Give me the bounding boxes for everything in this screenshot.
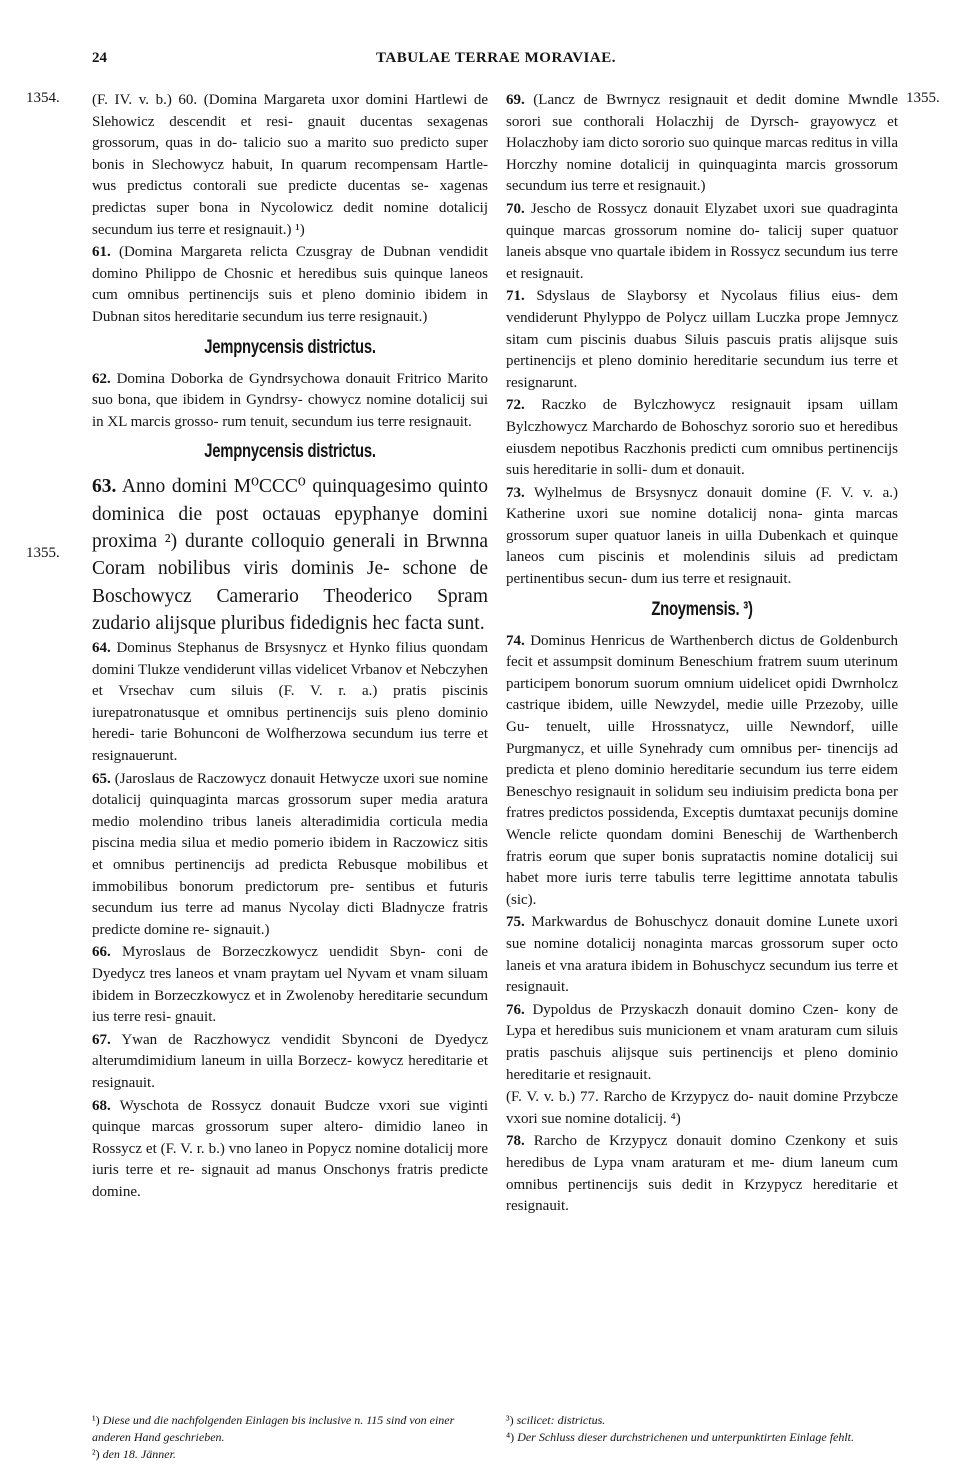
entry-text: (Domina Margareta relicta Czusgray de Dubnan vendidit domino Philippo de Chosnic et heredibus suis quinque laneos cum omnibus pertinencijs suis et pleno dominio ibidem in Dubnan sitos hereditarie secundum ius terre resignauit.) [92,244,488,325]
footnote-text: scilicet: districtus. [516,1413,606,1427]
footnote-text: Diese und die nachfolgenden Einlagen bis inclusive n. 115 sind von einer anderen Hand geschrieben. [92,1413,455,1444]
entry-paragraph [506,286,898,394]
footnote [506,1412,898,1429]
entry-number: 63. [92,476,117,498]
footnotes-left [92,1412,492,1463]
entry-text: (Lancz de Bwrnycz resignauit et dedit domine Mwndle sorori sue conthorali Holaczhij de Dyrsch- grayowycz et Holaczhoby iam dicto sororio suo quinque marcas reditus in villa Horczhy nomine dotalicij in quinquaginta marcis grossorum secundum ius terre et resignauit.) [506,92,898,195]
entry-number: 75. [506,914,525,931]
entry-paragraph [506,1000,898,1086]
entry-number: 62. [92,370,111,387]
entry-number: 74. [506,632,525,649]
footnote-text: Der Schluss dieser durchstrichenen und unterpunktirten Einlage fehlt. [517,1430,855,1444]
entry-number: 61. [92,244,111,261]
entry-text: Anno domini M⁰CCC⁰ quinquagesimo quinto dominica die post octauas epyphanye domini proxima ²) durante colloquio generali in Brwnna Coram nobilibus viris dominis Je- schone de Boschowycz Camerario Theoderico Spram zudario alijsque pluribus fidedignis hec facta sunt. [92,476,488,634]
footnote-mark: ³) [506,1413,514,1427]
entry-paragraph [506,395,898,481]
entry-number: 66. [92,944,111,961]
right-column [506,90,898,1219]
entry-text: Wylhelmus de Brsysnycz donauit domine (F. V. v. a.) Katherine uxori sue nomine dotalicij nona- ginta marcas grossorum super quatuor laneis in uilla Dubenkach et quinque laneos cum piscinis et molendinis siluis ad predictam pertinentibus secun- dum ius terre et resignauit. [506,484,898,588]
entry-number: 71. [506,288,525,305]
running-title: TABULAE TERRAE MORAVIAE. [376,50,616,66]
entry-number: 70. [506,200,525,217]
entry-text: Myroslaus de Borzeczkowycz uendidit Sbyn- coni de Dyedycz tres laneos et vnam praytam uel Nyvam et vnam siluam ibidem in Borzeczkowycz et in Zwolenoby hereditarie secundum ius terre resi- gnauit. [92,944,489,1026]
entry-paragraph [506,483,898,591]
entry-paragraph [92,942,488,1028]
entry-text: (Jaroslaus de Raczowycz donauit Hetwycze uxori sue nomine dotalicij quinquaginta marcas grossorum super media aratura medio molendino tribus laneis alteradimidia corticula media piscina media silua et medio pomerio ibidem in Raczowicz sitis et omnibus pertinencijs ad predicta Rebusque mobilibus et immobilibus bonorum predictorum pre- sentibus et futuris secundum ius terre ad manus Nycolay dicti Bladnycze fratris predicte domine re- signauit.) [92,770,488,938]
entry-number: 65. [92,770,111,787]
entry-text: (F. IV. v. b.) 60. (Domina Margareta uxor domini Hartlewi de Slehowicz descendit et resi- gnauit ducentas sexagenas grossorum, quas in do- talicio suo a marito suo predicto super bonis in Slechowycz habuit, In quarum recompensam Hartle- wus predictus contorali sue predicte ducentas se- xagenas predictas super bona in Nycolowicz dedit nomine dotalicij secundum ius terre et resignauit.) ¹) [92,92,488,238]
footnote-text: den 18. Jänner. [102,1447,176,1461]
entry-paragraph [92,369,488,434]
entry-text: Dominus Henricus de Warthenberch dictus de Goldenburch fecit et assumpsit dominum Beneschium fratrem suum uterinum participem bonorum suorum omnium uidelicet opidi Dwrnholcz castrique ibidem, uille Newzydel, medie uille Przezoby, uille Gu- tenuelt, uille Hrossnatycz, uille Newndorf, uille Purgmanycz, et uille Synehrady cum omnibus per- tinencijs ad predicta et pleno dominio hereditarie secundum ius terre eidem Beneschyo resignauit in solidum seu indiuisim predicta bona per fratres predictos possidenda, Exceptis dumtaxat pecunijs domine Wencle relicte quondam domini Beneschij de Warthenberch fratris eorum que super bonis supratactis nomine dotalicij sui habet more iuris terre tabulis terre legittime annotata tabulis (sic). [506,632,898,908]
entry-text: (F. V. v. b.) 77. Rarcho de Krzypycz do- nauit domine Przybcze vxori sue nomine dotalicij. ⁴) [506,1089,898,1127]
entry-paragraph [506,912,898,998]
entry-number: 78. [506,1133,525,1150]
entry-paragraph [506,1131,898,1217]
entry-number: 69. [506,92,525,108]
entry-paragraph [92,90,488,241]
section-heading: Jempnycensis districtus. [204,441,376,463]
left-column [92,90,488,1205]
entry-paragraph [92,638,488,768]
entry-paragraph [92,769,488,942]
footnotes-right [506,1412,898,1446]
margin-year-1355-right: 1355. [906,90,940,106]
footnote-mark: ¹) [92,1413,100,1427]
entry-number: 72. [506,397,525,414]
entry-text: Jescho de Rossycz donauit Elyzabet uxori sue quadraginta quinque marcas grossorum nomine do- talicij super quatuor laneis absque vno quartale ibidem in Rossycz secundum ius terre et resignauit. [506,200,898,282]
margin-year-1355-left: 1355. [26,545,60,561]
entry-paragraph [92,473,488,637]
footnote [92,1446,492,1463]
entry-number: 64. [92,640,111,657]
entry-text: Rarcho de Krzypycz donauit domino Czenkony et suis heredibus de Lypa vnam araturam et me- dium laneum cum omnibus pertinencijs suis dedit in Krzypycz hereditarie et resignauit. [506,1133,899,1215]
footnote [92,1412,492,1446]
entry-text: Dominus Stephanus de Brsysnycz et Hynko filius quondam domini Tlukze vendiderunt villas videlicet Vrbanov et Nebczyhen et Vrsechav cum siluis (F. V. r. a.) pratis piscinis iurepatronatusque et omnibus pertinencijs suis pleno dominio heredi- tarie Bohunconi de Wolfherzowa secundum ius terre et resignauerunt. [92,640,488,765]
entry-text: Ywan de Raczhowycz vendidit Sbynconi de Dyedycz alterumdimidium laneum in uilla Borzecz- kowycz hereditarie et resignauit. [92,1031,488,1091]
footnote-mark: ²) [92,1447,100,1461]
entry-text: Raczko de Bylczhowycz resignauit ipsam uillam Bylczhowycz Marchardo de Bohoschyz sororio suo et heredibus eiusdem nepotibus Raczhonis predicti cum omnibus pertinencijs suis hereditarie in solli- dum et donauit. [506,397,898,479]
section-heading: Jempnycensis districtus. [204,336,376,358]
page-number: 24 [92,50,107,66]
margin-year-1354: 1354. [26,90,60,106]
entry-text: Markwardus de Bohuschycz donauit domine Lunete uxori sue nomine dotalicij nonaginta marcas grossorum super octo laneis et vna aratura ibidem in Bohuschycz secundum ius terre et resignauit. [506,914,898,996]
entry-number: 67. [92,1031,111,1048]
entry-paragraph [92,1096,488,1204]
entry-number: 73. [506,484,525,501]
entry-text: Dypoldus de Przyskaczh donauit domino Czen- kony de Lypa et heredibus suis municionem et vnam araturam cum siluis pratis paschuis alijsque suis pertinencijs et pleno dominio hereditarie et resignauit. [506,1001,899,1083]
entry-paragraph [506,199,898,285]
entry-paragraph [92,242,488,328]
entry-number: 76. [506,1001,525,1018]
entry-paragraph [506,90,898,198]
entry-paragraph [92,1030,488,1095]
footnote [506,1429,898,1446]
entry-number: 68. [92,1097,111,1114]
entry-paragraph [506,1087,898,1130]
entry-text: Sdyslaus de Slayborsy et Nycolaus filius eius- dem vendiderunt Phylyppo de Polycz uillam Luczka prope Jemnycz sitam cum piscinis duabus Siluis pascuis pratis alijsque suis pertinencijs et pleno dominio hereditarie secundum ius terre et resignarunt. [506,288,899,391]
section-heading: Znoymensis. ³) [651,598,753,620]
entry-paragraph [506,631,898,912]
entry-text: Wyschota de Rossycz donauit Budcze vxori sue viginti quinque marcas grossorum super altero- dimidio laneo in Rossycz et (F. V. r. b.) vno laneo in Popycz nomine dotalicij more iuris terre et re- signauit ad manus Onschonys fratris predicte domine. [92,1097,488,1200]
footnote-mark: ⁴) [506,1430,515,1444]
entry-text: Domina Doborka de Gyndrsychowa donauit Fritrico Marito suo bona, que ibidem in Gyndrsy- chowycz nomine dotalicij sui in XL marcis grosso- rum tenuit, secundum ius terre resignauit. [92,370,489,430]
